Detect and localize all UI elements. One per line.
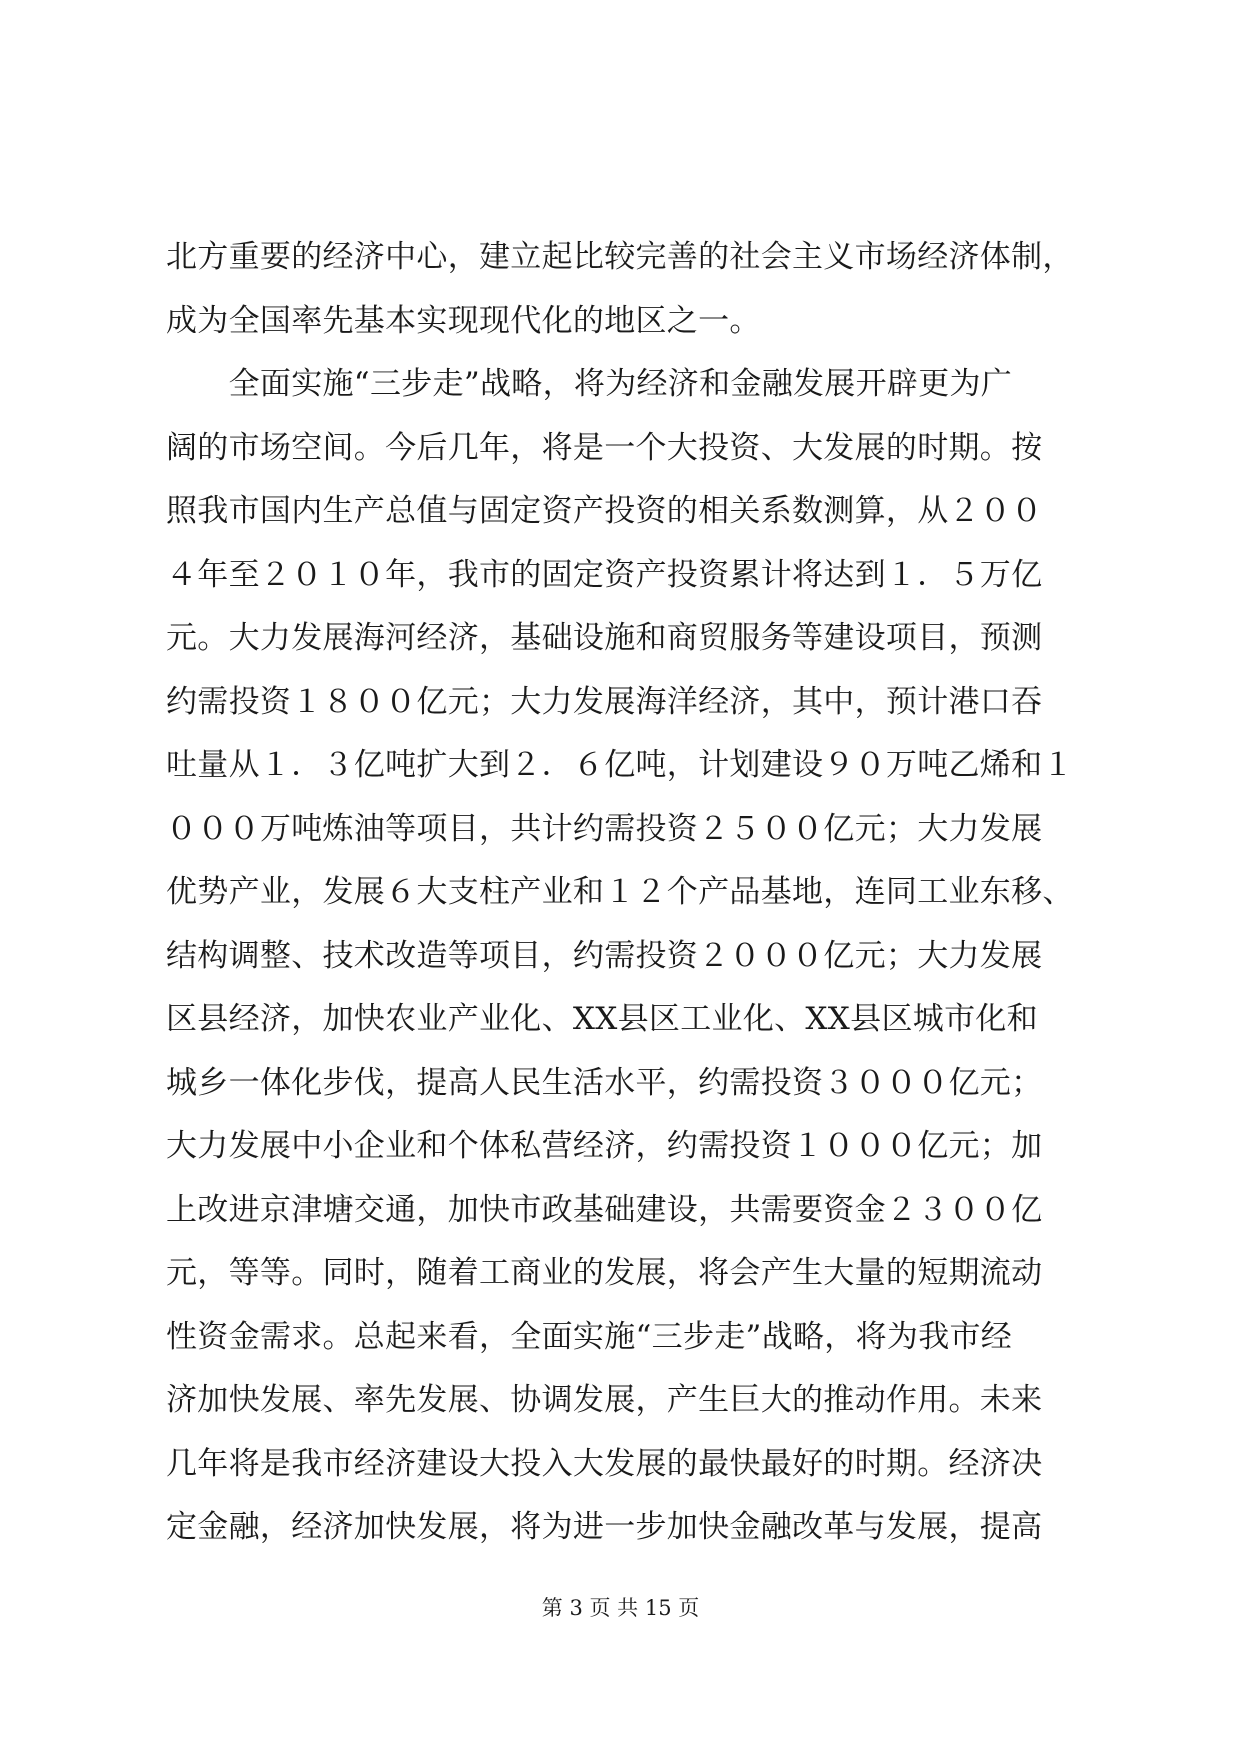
text-line-20: 几年将是我市经济建设大投入大发展的最快最好的时期。经济决 <box>166 1445 1043 1482</box>
text-line-2: 成为全国率先基本实现现代化的地区之一。 <box>166 302 761 339</box>
text-line-6: ４年至２０１０年，我市的固定资产投资累计将达到１．５万亿 <box>166 556 1043 593</box>
text-line-9: 吐量从１．３亿吨扩大到２．６亿吨，计划建设９０万吨乙烯和１ <box>166 747 1074 783</box>
body-text <box>166 226 1086 1560</box>
text-line-17: 元，等等。同时，随着工商业的发展，将会产生大量的短期流动 <box>166 1255 1043 1291</box>
text-line-14: 城乡一体化步伐，提高人民生活水平，约需投资３０００亿元； <box>166 1064 1043 1101</box>
text-line-1: 北方重要的经济中心，建立起比较完善的社会主义市场经济体制， <box>166 239 1074 275</box>
text-line-21: 定金融，经济加快发展，将为进一步加快金融改革与发展，提高 <box>166 1509 1043 1545</box>
text-line-19: 济加快发展、率先发展、协调发展，产生巨大的推动作用。未来 <box>166 1382 1043 1418</box>
text-line-15: 大力发展中小企业和个体私营经济，约需投资１０００亿元；加 <box>166 1128 1043 1164</box>
text-line-4: 阔的市场空间。今后几年，将是一个大投资、大发展的时期。按 <box>166 429 1043 466</box>
text-line-18: 性资金需求。总起来看，全面实施“三步走”战略，将为我市经 <box>166 1318 1013 1355</box>
text-line-5: 照我市国内生产总值与固定资产投资的相关系数测算，从２００ <box>166 493 1043 529</box>
text-line-13: 区县经济，加快农业产业化、XX县区工业化、XX县区城市化和 <box>166 1001 1038 1037</box>
text-line-16: 上改进京津塘交通，加快市政基础建设，共需要资金２３００亿 <box>166 1191 1043 1228</box>
text-line-10: ０００万吨炼油等项目，共计约需投资２５００亿元；大力发展 <box>166 810 1043 847</box>
text-line-7: 元。大力发展海河经济，基础设施和商贸服务等建设项目，预测 <box>166 620 1043 656</box>
page-number-label: 第 3 页 共 15 页 <box>541 1596 700 1620</box>
text-line-12: 结构调整、技术改造等项目，约需投资２０００亿元；大力发展 <box>166 937 1043 974</box>
text-line-11: 优势产业，发展６大支柱产业和１２个产品基地，连同工业东移、 <box>166 874 1074 910</box>
text-line-3: 全面实施“三步走”战略，将为经济和金融发展开辟更为广 <box>166 366 1013 402</box>
page-footer <box>0 1593 1241 1623</box>
text-line-8: 约需投资１８００亿元；大力发展海洋经济，其中，预计港口吞 <box>166 683 1043 720</box>
